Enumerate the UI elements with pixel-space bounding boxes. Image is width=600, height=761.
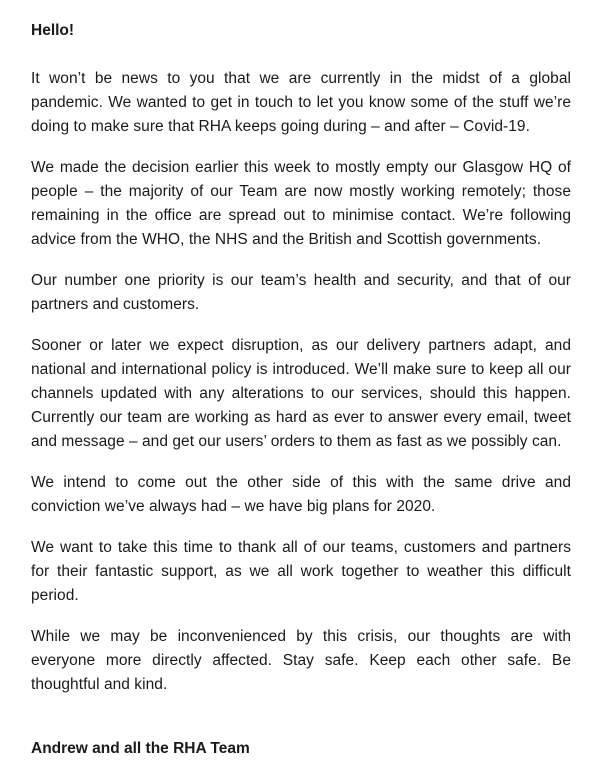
letter-body — [31, 19, 571, 761]
paragraph-disruption: Sooner or later we expect disruption, as our delivery partners adapt, and national and international policy is introduced. We’ll make sure to keep all our channels updated with any alterations to our services, should this happen. Currently our team are working as hard as ever to answer every email, tweet and message – and get our users’ orders to them as fast as we possibly can. — [31, 337, 571, 450]
paragraph-stay-safe: While we may be inconvenienced by this crisis, our thoughts are with everyone more directly affected. Stay safe. Keep each other safe. Be thoughtful and kind. — [31, 628, 571, 693]
paragraph-pandemic: It won’t be news to you that we are currently in the midst of a global pandemic. We wanted to get in touch to let you know some of the stuff we’re doing to make sure that RHA keeps going during – and after – Covid-19. — [31, 70, 571, 135]
signoff: Andrew and all the RHA Team — [31, 740, 250, 757]
greeting: Hello! — [31, 22, 75, 39]
paragraph-thanks: We want to take this time to thank all of our teams, customers and partners for their fantastic support, as we all work together to weather this difficult period. — [31, 539, 571, 604]
paragraph-glasgow-hq: We made the decision earlier this week to mostly empty our Glasgow HQ of people – the majority of our Team are now mostly working remotely; those remaining in the office are spread out to minimise contact. We’re following advice from the WHO, the NHS and the British and Scottish governments. — [31, 159, 571, 248]
paragraph-plans: We intend to come out the other side of this with the same drive and conviction we’ve always had – we have big plans for 2020. — [31, 474, 571, 515]
paragraph-priority: Our number one priority is our team’s health and security, and that of our partners and customers. — [31, 272, 571, 313]
